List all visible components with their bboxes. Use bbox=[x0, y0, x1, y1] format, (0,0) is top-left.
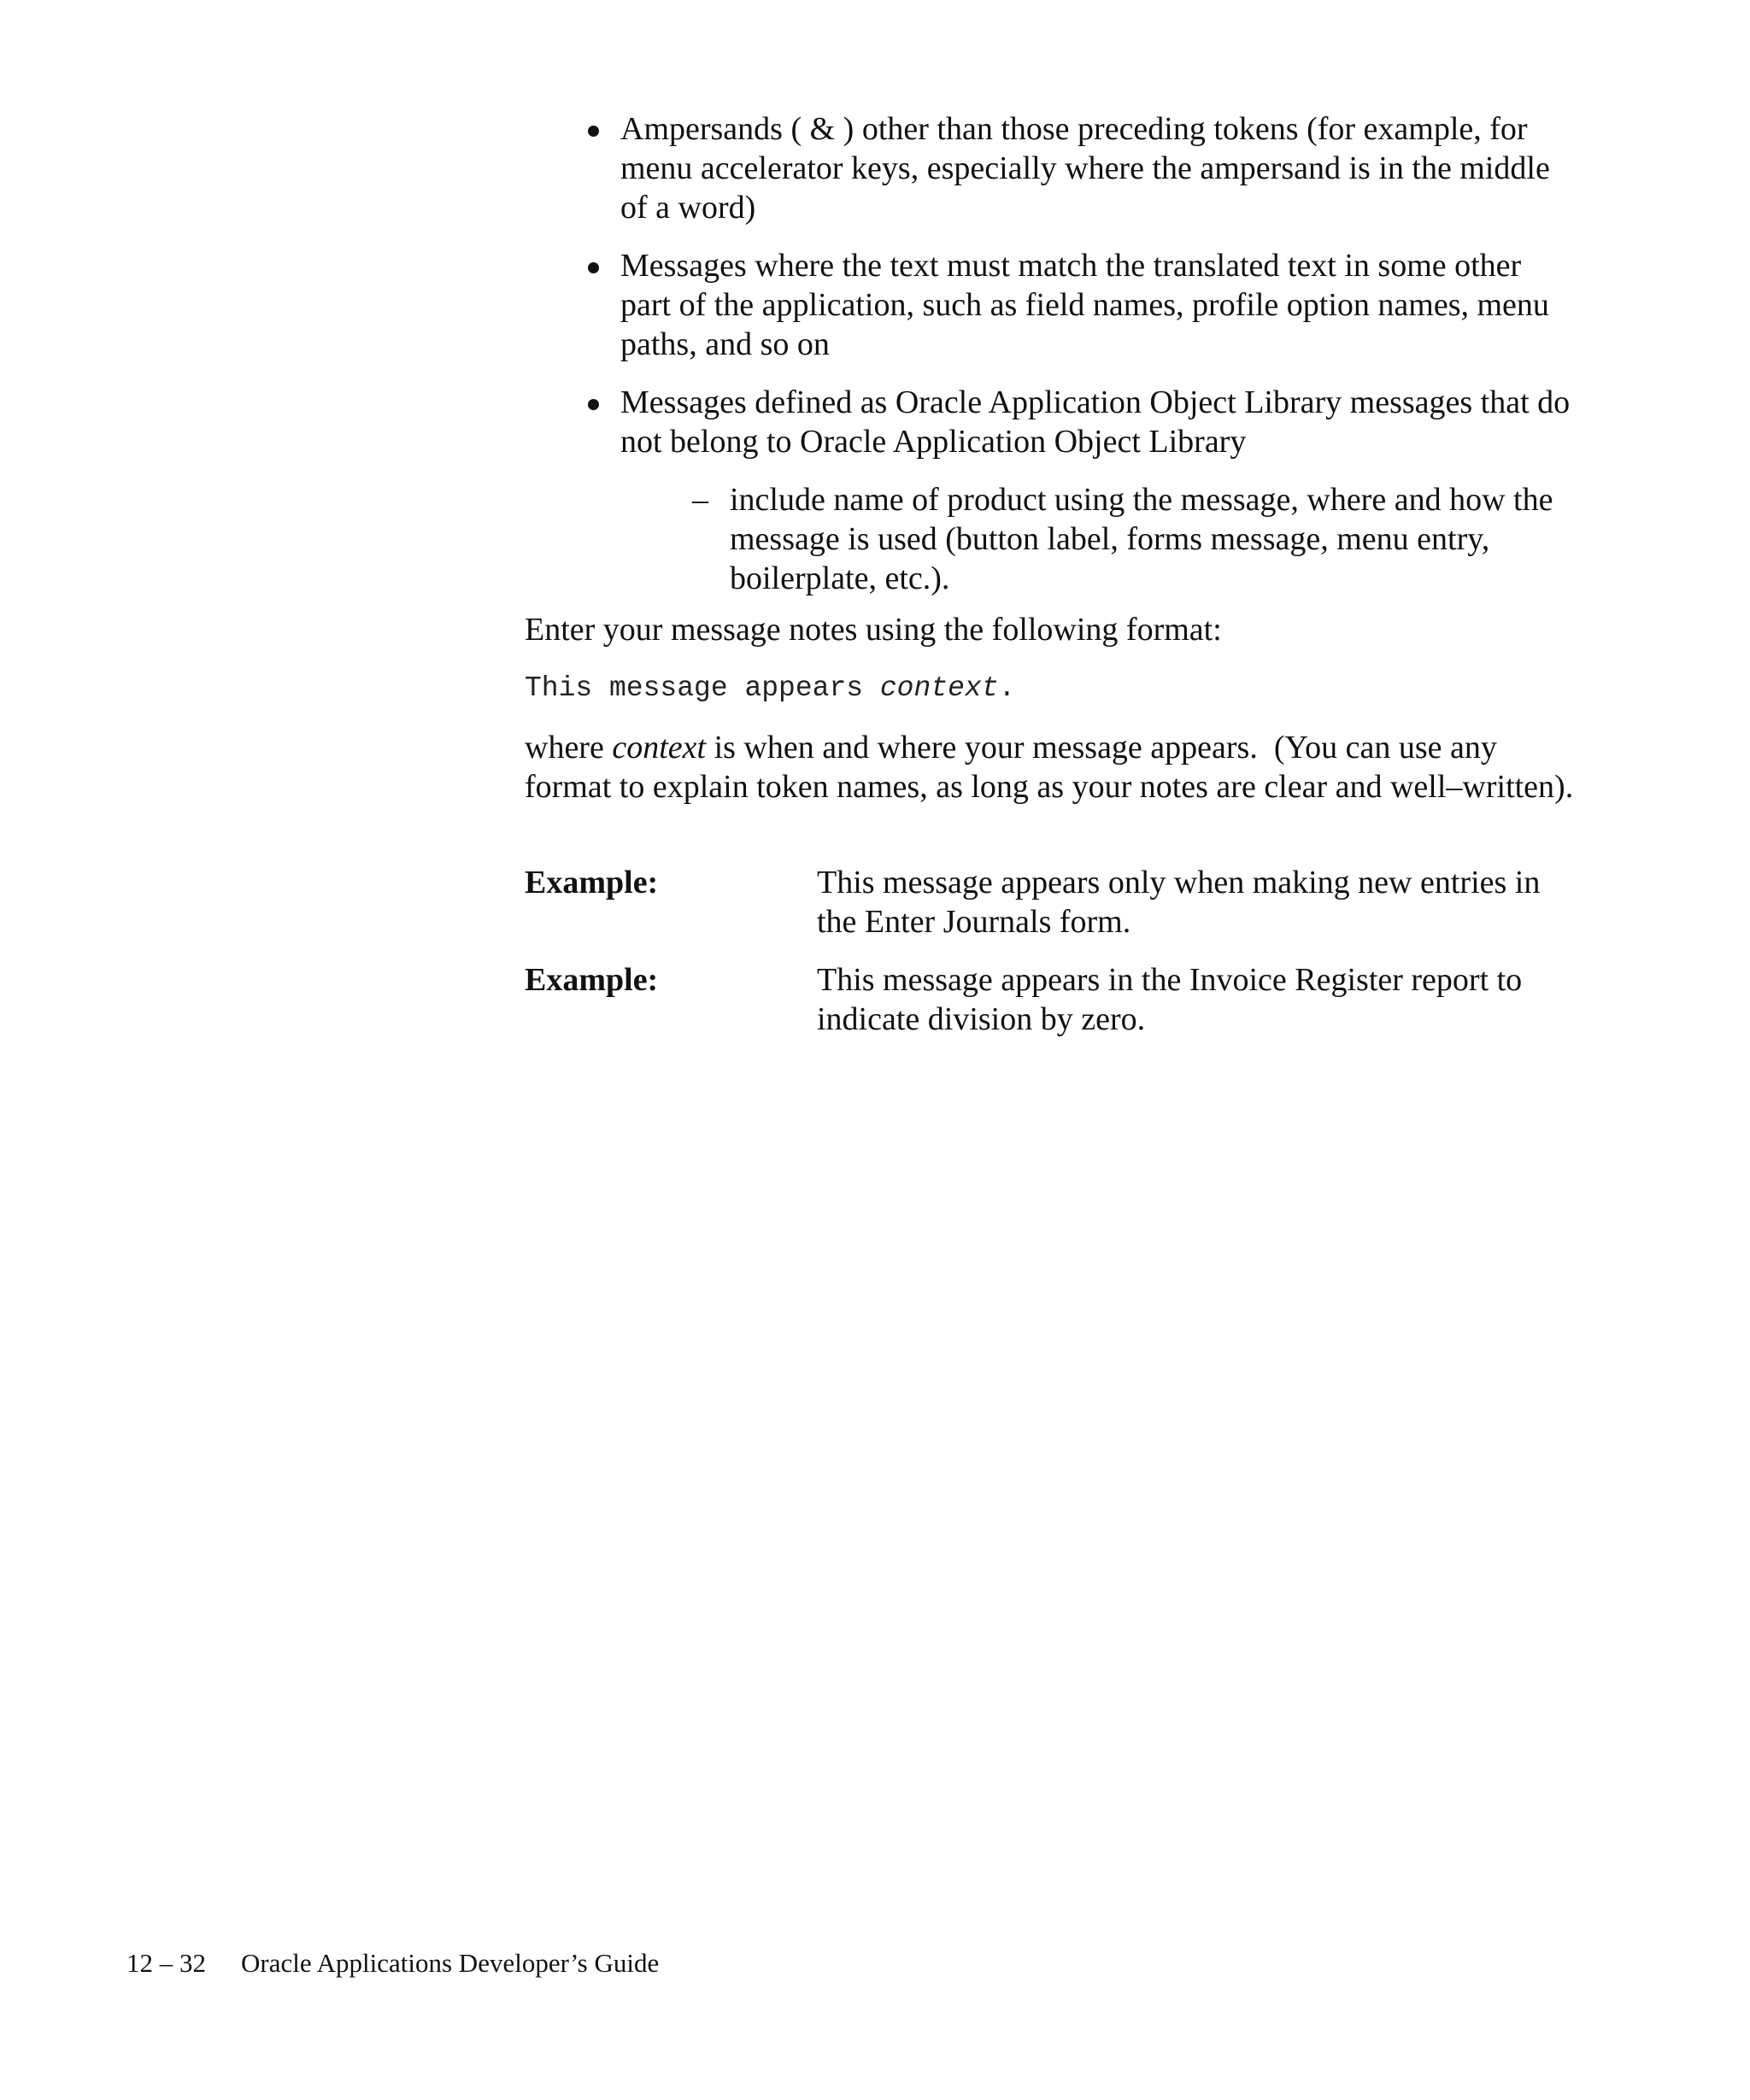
example-label: Example: bbox=[525, 962, 659, 998]
sub-bullet-item bbox=[620, 480, 1572, 598]
example-text: This message appears in the Invoice Register report to indicate division by zero. bbox=[817, 962, 1523, 1037]
code-suffix: . bbox=[998, 672, 1016, 704]
example-text: This message appears only when making new entries in the Enter Journals form. bbox=[817, 865, 1541, 940]
explanation-term: context bbox=[612, 730, 707, 766]
bullet-text: Messages where the text must match the translated text in some other part of the application, such as field names, profile option names, menu paths, and so on bbox=[620, 248, 1549, 362]
code-prefix: This message appears bbox=[525, 672, 880, 704]
code-placeholder: context bbox=[879, 672, 999, 704]
bullet-icon bbox=[588, 262, 599, 273]
page-footer bbox=[126, 1948, 659, 1979]
bullet-text: Messages defined as Oracle Application Object Library messages that do not belong to Oracle Application Object Library bbox=[620, 384, 1571, 460]
explanation-paragraph bbox=[525, 728, 1576, 807]
explanation-before: where bbox=[525, 730, 613, 766]
book-title: Oracle Applications Developer’s Guide bbox=[241, 1948, 660, 1978]
bullet-item bbox=[581, 109, 1572, 227]
page-number: 12 – 32 bbox=[126, 1948, 206, 1978]
explanation-after: is when and where your message appears. (You can use any format to explain token names, as long as your notes are clear and well–written). bbox=[525, 730, 1574, 805]
dash-icon: – bbox=[692, 482, 708, 518]
bullet-item bbox=[581, 383, 1572, 598]
format-code-example bbox=[525, 672, 1576, 706]
bullet-item bbox=[581, 246, 1572, 364]
bullet-icon bbox=[588, 399, 599, 410]
bullet-list bbox=[581, 109, 1572, 617]
example-label: Example: bbox=[525, 865, 659, 900]
bullet-text: Ampersands ( & ) other than those preceding tokens (for example, for menu accelerator keys, especially where the ampersand is in the middle of a word) bbox=[620, 111, 1550, 226]
sub-bullet-text: include name of product using the message, where and how the message is used (button label, forms message, menu entry, boilerplate, etc.). bbox=[730, 482, 1553, 596]
bullet-icon bbox=[588, 126, 599, 137]
format-intro: Enter your message notes using the following format: bbox=[525, 612, 1222, 648]
